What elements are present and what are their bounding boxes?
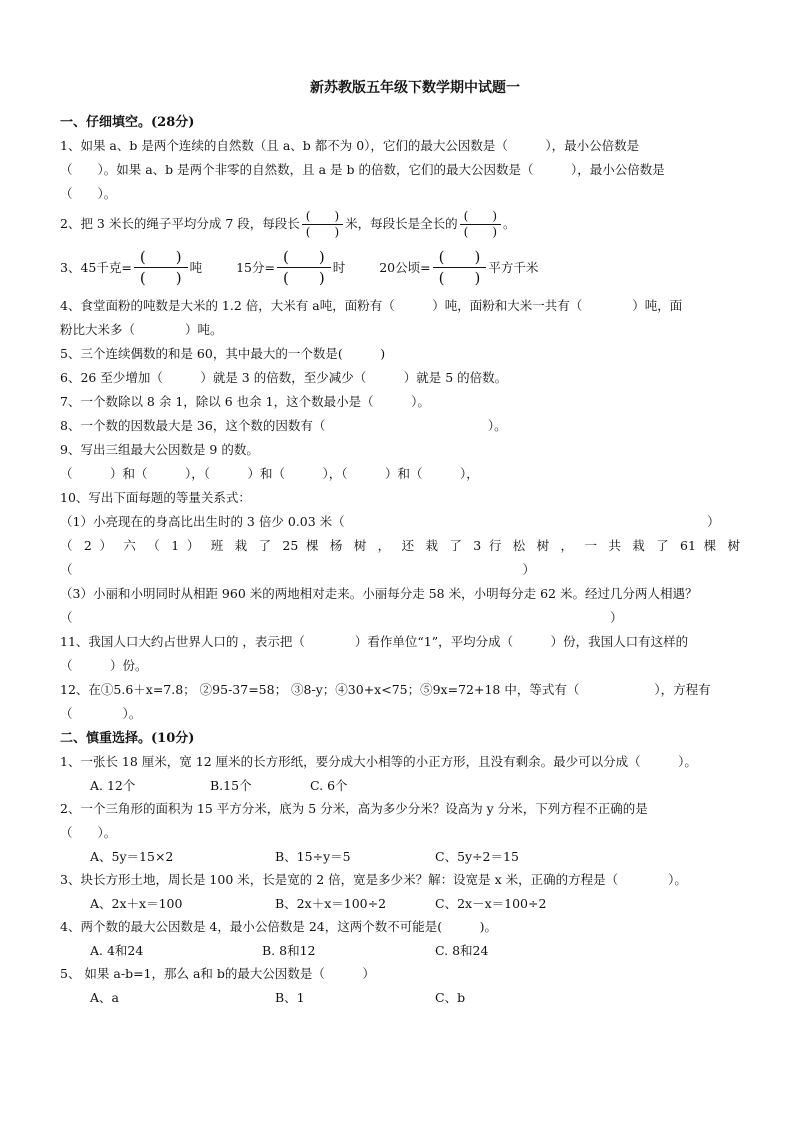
option-c: C. 6个 xyxy=(310,778,348,793)
option-b: B、2x＋x＝100÷2 xyxy=(275,896,387,911)
q11-line2: （ ）份。 xyxy=(60,658,148,673)
q3 xyxy=(60,242,740,292)
choice-q5-options xyxy=(60,986,740,1009)
option-b: B、15÷y＝5 xyxy=(275,849,351,864)
q3-unit-a: 吨 xyxy=(189,260,203,275)
fraction-numerator-blank: ( ) xyxy=(433,247,487,268)
q2-text-c: 。 xyxy=(503,216,516,231)
option-a: A、a xyxy=(90,990,119,1005)
fraction-numerator-blank: ( ) xyxy=(302,209,343,225)
choice-q4-options xyxy=(60,939,740,962)
choice-q2-line1: 2、一个三角形的面积为 15 平方分米，底为 5 分米，高为多少分米？设高为 y 分米，下列方程不正确的是 xyxy=(60,801,648,816)
choice-q3: 3、块长方形土地，周长是 100 米，长是宽的 2 倍，宽是多少米？解：设宽是 x 米，正确的方程是（ ）。 xyxy=(60,872,687,887)
q3-text-a: 3、45千克= xyxy=(60,260,132,275)
q1-line3: （ ）。 xyxy=(60,186,117,201)
section1-heading: 一、仔细填空。(28分) xyxy=(60,115,195,130)
q3-fraction-b xyxy=(277,247,331,288)
q9-line2: （ ）和（ ），（ ）和（ ），（ ）和（ ）， xyxy=(60,466,479,481)
q6: 6、26 至少增加（ ）就是 3 的倍数，至少减少（ ）就是 5 的倍数。 xyxy=(60,370,508,385)
q5: 5、三个连续偶数的和是 60，其中最大的一个数是( ) xyxy=(60,346,386,361)
fraction-denominator-blank: ( ) xyxy=(282,268,325,287)
fraction-numerator-blank: ( ) xyxy=(277,247,331,268)
q1-line2: （ ）。如果 a、b 是两个非零的自然数，且 a 是 b 的倍数，它们的最大公因数是（ ），最小公倍数是 xyxy=(60,162,665,177)
fraction-numerator-blank: ( ) xyxy=(134,247,188,268)
choice-q5: 5、 如果 a-b=1，那么 a和 b的最大公因数是（ ） xyxy=(60,966,375,981)
option-a: A、5y＝15×2 xyxy=(90,849,174,864)
q4-line1: 4、食堂面粉的吨数是大米的 1.2 倍，大米有 a吨，面粉有（ ）吨，面粉和大米一共有（ ）吨，面 xyxy=(60,298,683,313)
q3-unit-c: 平方千米 xyxy=(488,260,539,275)
q3-part-c xyxy=(379,247,538,288)
q10-item3-line2: （ ） xyxy=(60,610,623,625)
q8: 8、一个数的因数最大是 36，这个数的因数有（ ）。 xyxy=(60,418,507,433)
option-c: C、b xyxy=(435,990,466,1005)
q10-item2-line2: （ ） xyxy=(60,562,536,577)
q12-line2: （ ）。 xyxy=(60,706,142,721)
q4-line2: 粉比大米多（ ）吨。 xyxy=(60,322,223,337)
q2-fraction-2 xyxy=(460,209,501,240)
q2-text-a: 2、把 3 米长的绳子平均分成 7 段，每段长 xyxy=(60,216,300,231)
q2-fraction-1 xyxy=(302,209,343,240)
exam-page xyxy=(60,78,740,1009)
q10-item2-line1: （ 2 ） 六 （ 1 ） 班 栽 了 25 棵 杨 树 ， 还 栽 了 3 行 松 树 ， 一 共 栽 了 61 棵 树 xyxy=(60,538,740,553)
q10-heading: 10、写出下面每题的等量关系式： xyxy=(60,490,251,505)
choice-q2-options xyxy=(60,845,740,868)
q2 xyxy=(60,206,740,242)
q3-text-c: 20公顷= xyxy=(379,260,431,275)
option-b: B. 8和12 xyxy=(262,943,316,958)
q9-line1: 9、写出三组最大公因数是 9 的数。 xyxy=(60,442,259,457)
choice-q2-line2: （ ）。 xyxy=(60,825,117,840)
q7: 7、一个数除以 8 余 1，除以 6 也余 1，这个数最小是（ ）。 xyxy=(60,394,430,409)
q3-text-b: 15分= xyxy=(236,260,275,275)
q10-item3-line1: （3）小丽和小明同时从相距 960 米的两地相对走来。小丽每分走 58 米，小明每分走 62 米。经过几分两人相遇？ xyxy=(60,586,698,601)
q3-part-a xyxy=(60,247,202,288)
option-a: A. 12个 xyxy=(90,778,136,793)
q3-unit-b: 时 xyxy=(332,260,346,275)
choice-q1-options xyxy=(60,774,740,797)
section2-heading: 二、慎重选择。(10分) xyxy=(60,731,195,746)
q2-text-b: 米，每段长是全长的 xyxy=(345,216,458,231)
q3-part-b xyxy=(236,247,345,288)
choice-q4: 4、两个数的最大公因数是 4，最小公倍数是 24，这两个数不可能是( )。 xyxy=(60,919,498,934)
fraction-denominator-blank: ( ) xyxy=(463,224,498,239)
choice-q1: 1、一张长 18 厘米，宽 12 厘米的长方形纸，要分成大小相等的小正方形，且没有剩余。最少可以分成（ ）。 xyxy=(60,754,697,769)
option-b: B.15个 xyxy=(210,778,252,793)
fraction-denominator-blank: ( ) xyxy=(139,268,182,287)
q12-line1: 12、在①5.6＋x=7.8； ②95-37=58； ③8-y；④30+x<75；⑤9x=72+18 中，等式有（ ），方程有 xyxy=(60,682,711,697)
option-a: A. 4和24 xyxy=(90,943,144,958)
q11-line1: 11、我国人口大约占世界人口的 ，表示把（ ）看作单位“1”，平均分成（ ）份，我国人口有这样的 xyxy=(60,634,689,649)
q3-fraction-a xyxy=(134,247,188,288)
q10-item1: （1）小亮现在的身高比出生时的 3 倍少 0.03 米（ ） xyxy=(60,514,720,529)
page-title: 新苏教版五年级下数学期中试题一 xyxy=(310,80,520,96)
fraction-denominator-blank: ( ) xyxy=(438,268,481,287)
option-c: C、5y÷2＝15 xyxy=(435,849,519,864)
q3-fraction-c xyxy=(433,247,487,288)
choice-q3-options xyxy=(60,892,740,915)
fraction-denominator-blank: ( ) xyxy=(305,224,340,239)
option-c: C、2x－x＝100÷2 xyxy=(435,896,547,911)
q1-line1: 1、如果 a、b 是两个连续的自然数（且 a、b 都不为 0），它们的最大公因数是（ ），最小公倍数是 xyxy=(60,138,640,153)
option-a: A、2x＋x＝100 xyxy=(90,896,183,911)
option-c: C. 8和24 xyxy=(435,943,489,958)
option-b: B、1 xyxy=(275,990,305,1005)
fraction-numerator-blank: ( ) xyxy=(460,209,501,225)
